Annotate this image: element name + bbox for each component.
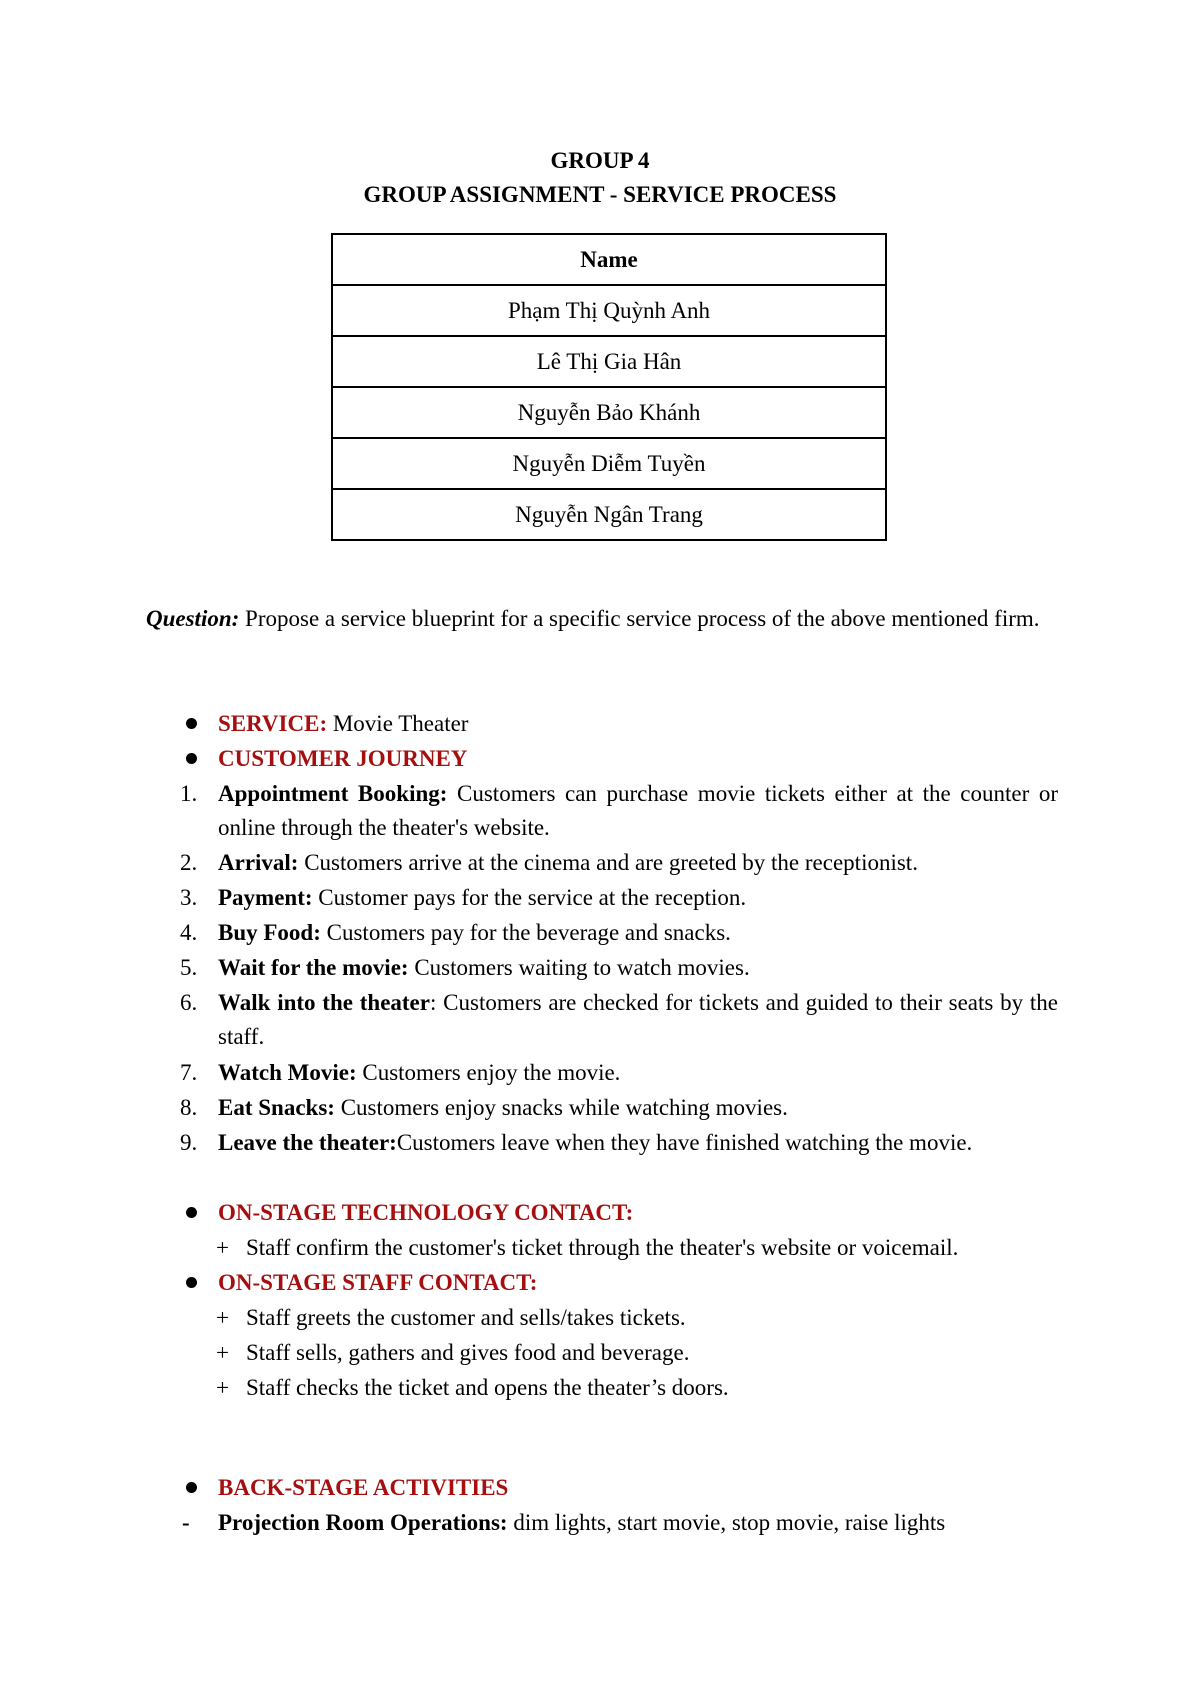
step-title: Walk into the theater [218, 990, 430, 1015]
plus-bullet: + [216, 1235, 229, 1260]
backstage-heading: BACK-STAGE ACTIVITIES [218, 1475, 509, 1500]
step-number: 7. [180, 1060, 198, 1085]
table-row: Lê Thị Gia Hân [332, 336, 886, 387]
step-text: Customers enjoy the movie. [362, 1060, 621, 1085]
group-title: GROUP 4 [550, 148, 650, 173]
bullet-icon [186, 1207, 197, 1218]
step-title: Payment: [218, 885, 313, 910]
step-text: Customers enjoy snacks while watching movies. [340, 1095, 788, 1120]
step-number: 2. [180, 850, 198, 875]
bullet-icon [186, 753, 197, 764]
step-text: : Customers are checked for tickets and guided to their seats by the staff. [218, 990, 1058, 1049]
question-text: Propose a service blueprint for a specific service process of the above mentioned firm. [245, 606, 1040, 631]
step-title: Eat Snacks: [218, 1095, 335, 1120]
question-label: Question: [146, 606, 240, 631]
step-title: Wait for the movie: [218, 955, 409, 980]
bullet-icon [186, 1482, 197, 1493]
service-label: SERVICE: [218, 711, 328, 736]
plus-bullet: + [216, 1305, 229, 1330]
backstage-item-text: dim lights, start movie, stop movie, raise lights [513, 1510, 946, 1535]
table-row: Nguyễn Bảo Khánh [332, 387, 886, 438]
step-number: 3. [180, 885, 198, 910]
step-number: 9. [180, 1130, 198, 1155]
step-text: Customers can purchase movie tickets either at the counter or online through the theater's website. [218, 781, 1059, 840]
plus-bullet: + [216, 1340, 229, 1365]
question-paragraph [146, 602, 1058, 636]
onstage-staff-item: Staff sells, gathers and gives food and beverage. [246, 1340, 690, 1365]
backstage-item-title: Projection Room Operations: [218, 1510, 508, 1535]
assignment-title: GROUP ASSIGNMENT - SERVICE PROCESS [363, 182, 837, 207]
bullet-icon [186, 718, 197, 729]
names-table-header: Name [332, 234, 886, 285]
onstage-staff-item: Staff checks the ticket and opens the theater’s doors. [246, 1375, 729, 1400]
step-number: 5. [180, 955, 198, 980]
names-table [331, 233, 887, 541]
onstage-tech-item: Staff confirm the customer's ticket through the theater's website or voicemail. [246, 1235, 959, 1260]
step-number: 4. [180, 920, 198, 945]
service-value: Movie Theater [332, 711, 469, 736]
onstage-staff-item: Staff greets the customer and sells/takes tickets. [246, 1305, 686, 1330]
bullet-icon [186, 1277, 197, 1288]
step-number: 8. [180, 1095, 198, 1120]
onstage-tech-heading: ON-STAGE TECHNOLOGY CONTACT: [218, 1200, 634, 1225]
table-row: Nguyễn Diễm Tuyền [332, 438, 886, 489]
step-text: Customer pays for the service at the reception. [318, 885, 747, 910]
step-title: Buy Food: [218, 920, 321, 945]
step-text: Customers waiting to watch movies. [414, 955, 750, 980]
step-text: Customers pay for the beverage and snacks. [326, 920, 731, 945]
plus-bullet: + [216, 1375, 229, 1400]
step-title: Leave the theater: [218, 1130, 397, 1155]
dash-bullet: - [182, 1510, 190, 1535]
step-text: Customers leave when they have finished watching the movie. [396, 1130, 973, 1155]
step-text: Customers arrive at the cinema and are greeted by the receptionist. [304, 850, 918, 875]
table-row: Phạm Thị Quỳnh Anh [332, 285, 886, 336]
onstage-staff-heading: ON-STAGE STAFF CONTACT: [218, 1270, 538, 1295]
step-number: 1. [180, 781, 198, 806]
step-title: Watch Movie: [218, 1060, 357, 1085]
step-title: Appointment Booking: [218, 781, 448, 806]
step-title: Arrival: [218, 850, 299, 875]
table-row: Nguyễn Ngân Trang [332, 489, 886, 540]
step-number: 6. [180, 990, 198, 1015]
customer-journey-heading: CUSTOMER JOURNEY [218, 746, 468, 771]
